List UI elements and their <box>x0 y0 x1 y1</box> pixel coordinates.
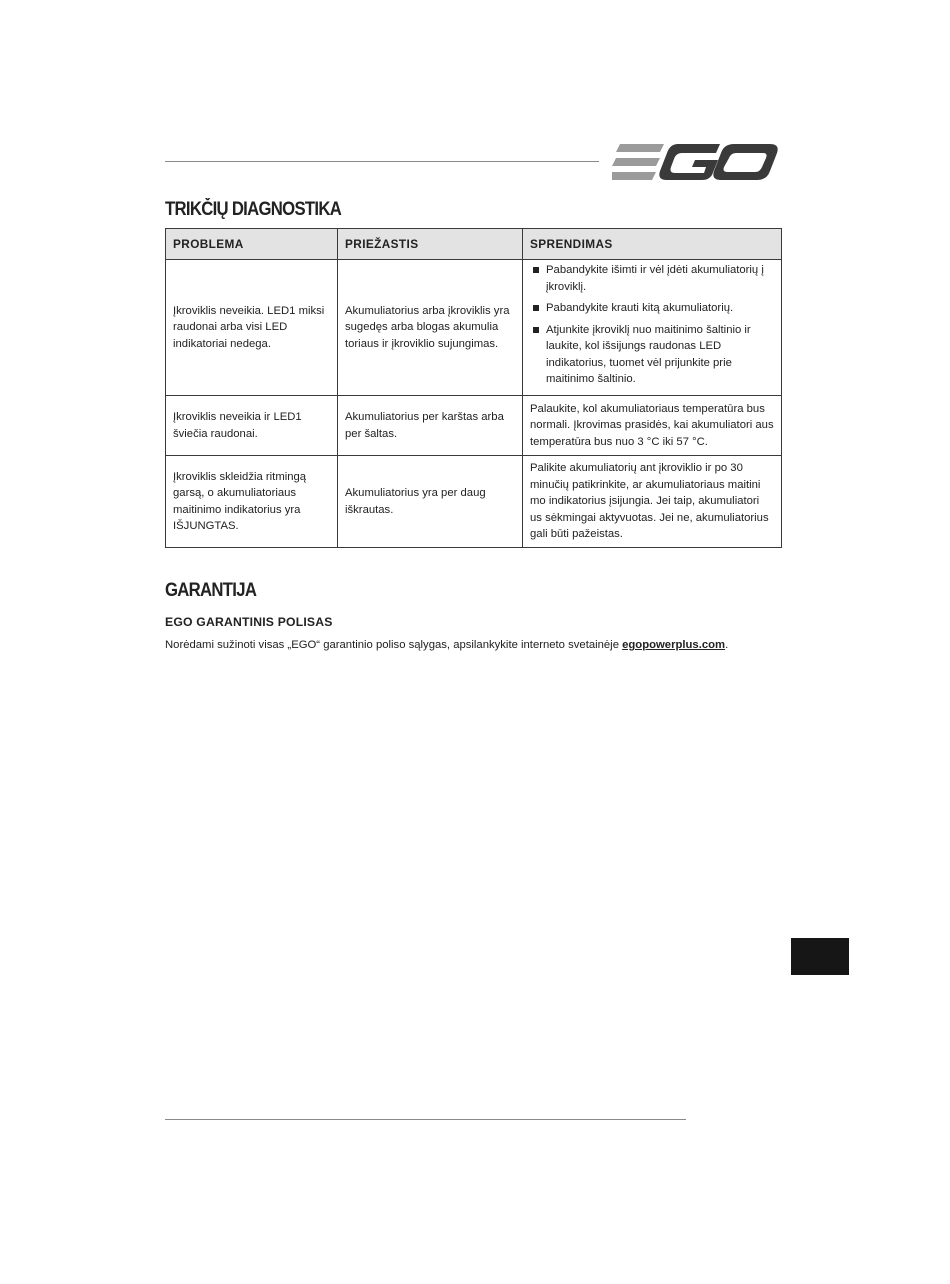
header-solution: SPRENDIMAS <box>523 229 782 260</box>
table-header-row <box>166 229 782 260</box>
table-row <box>166 260 782 396</box>
solution-item <box>530 300 774 317</box>
warranty-text-before: Norėdami sužinoti visas „EGO“ garantinio poliso sąlygas, apsilankykite interneto svetainėje <box>165 639 623 651</box>
table-row <box>166 396 782 456</box>
warranty-text <box>165 639 728 651</box>
solution-item <box>530 262 774 295</box>
troubleshooting-title: TRIKČIŲ DIAGNOSTIKA <box>165 199 342 220</box>
solution-list <box>530 262 774 388</box>
bullet-square-icon <box>533 267 539 273</box>
solution-cell: Palaukite, kol akumuliatoriaus temperatūra bus normali. Įkrovimas prasidės, kai akumuliatori aus temperatūra bus nuo 3 °C iki 57 °C. <box>523 396 782 456</box>
table-row <box>166 456 782 548</box>
problem-cell: Įkroviklis neveikia. LED1 miksi raudonai arba visi LED indikatoriai nedega. <box>166 260 338 396</box>
solution-text: Pabandykite krauti kitą akumuliatorių. <box>546 302 734 315</box>
warranty-subtitle: EGO GARANTINIS POLISAS <box>165 615 333 629</box>
solution-cell: Palikite akumuliatorių ant įkroviklio ir po 30 minučių patikrinkite, ar akumuliatoriaus maitini mo indikatorius įsijungia. Jei taip, akumuliatori us sėkmingai aktyvuotas. Jei ne, akumuliatorius gali būti pažeistas. <box>523 456 782 548</box>
solution-cell <box>523 260 782 396</box>
footer-rule <box>165 1119 686 1120</box>
header-cause: PRIEŽASTIS <box>338 229 523 260</box>
bullet-square-icon <box>533 305 539 311</box>
warranty-title: GARANTIJA <box>165 580 257 601</box>
cause-cell: Akumuliatorius per karštas arba per šaltas. <box>338 396 523 456</box>
problem-cell: Įkroviklis skleidžia ritmingą garsą, o akumuliatoriaus maitinimo indikatorius yra IŠJUNGTAS. <box>166 456 338 548</box>
solution-text: Pabandykite išimti ir vėl įdėti akumuliatorių į įkroviklį. <box>546 264 764 293</box>
warranty-text-after: . <box>725 639 729 651</box>
cause-cell: Akumuliatorius yra per daug iškrautas. <box>338 456 523 548</box>
cause-cell: Akumuliatorius arba įkroviklis yra sugedęs arba blogas akumulia toriaus ir įkroviklio sujungimas. <box>338 260 523 396</box>
troubleshooting-table <box>165 228 782 548</box>
header-rule <box>165 161 599 162</box>
ego-logo <box>612 141 780 183</box>
problem-cell: Įkroviklis neveikia ir LED1 šviečia raudonai. <box>166 396 338 456</box>
header-problem: PROBLEMA <box>166 229 338 260</box>
solution-text: Atjunkite įkroviklį nuo maitinimo šaltinio ir laukite, kol išsijungs raudonas LED indikatorius, tuomet vėl prijunkite prie maitinimo šaltinio. <box>546 323 751 386</box>
solution-item <box>530 322 774 388</box>
language-tab-marker <box>791 938 849 975</box>
bullet-square-icon <box>533 327 539 333</box>
website-link[interactable]: egopowerplus.com <box>622 639 726 651</box>
